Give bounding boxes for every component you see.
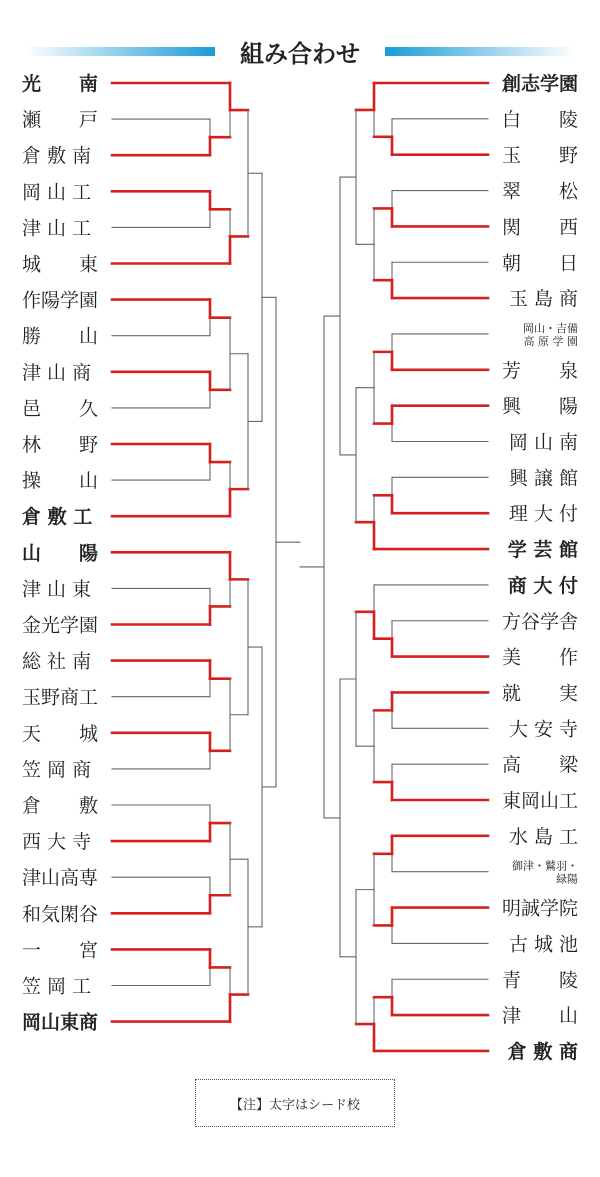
team-name: 芳 泉 — [501, 359, 578, 382]
team-name: 明誠学院 — [501, 897, 578, 920]
team-name: 作陽学園 — [22, 289, 99, 312]
team-name: 倉 敷 工 — [22, 506, 93, 529]
team-name: 天 城 — [22, 722, 99, 745]
team-name-line2: 高 原 学 園 — [523, 334, 578, 348]
team-name: 水 島 工 — [508, 825, 578, 848]
team-name: 一 宮 — [22, 939, 99, 962]
team-name: 邑 久 — [22, 397, 99, 420]
team-name: 翠 松 — [501, 180, 578, 203]
team-name: 笠 岡 商 — [22, 758, 92, 781]
team-name: 林 野 — [22, 434, 99, 456]
team-name: 理 大 付 — [508, 503, 578, 526]
team-name-line2: 緑陽 — [556, 872, 578, 886]
team-name: 岡山東商 — [22, 1011, 99, 1034]
team-name: 東岡山工 — [501, 790, 578, 812]
team-name: 学 芸 館 — [507, 539, 578, 562]
team-name: 操 山 — [22, 470, 99, 493]
title-bar-left — [25, 47, 215, 56]
team-name: 山 陽 — [22, 542, 99, 565]
team-name: 方谷学舎 — [501, 610, 578, 633]
team-name: 瀬 戸 — [22, 109, 99, 132]
team-name: 御津・鷲羽・ — [512, 859, 578, 873]
team-name: 青 陵 — [501, 969, 578, 992]
team-name: 笠 岡 工 — [22, 975, 92, 998]
team-name: 津 山 工 — [22, 217, 92, 240]
team-name: 創志学園 — [501, 73, 578, 95]
team-name: 倉 敷 商 — [507, 1040, 578, 1063]
team-name: 大 安 寺 — [508, 718, 578, 741]
bracket-lines — [112, 83, 488, 1051]
seed-note: 【注】太字はシード校 — [195, 1079, 395, 1127]
title-bar-right — [385, 47, 575, 56]
team-name: 津山高専 — [22, 867, 99, 890]
team-name: 金光学園 — [22, 614, 99, 637]
team-name: 玉 野 — [501, 144, 578, 167]
team-name: 商 大 付 — [507, 574, 578, 597]
team-name: 就 実 — [501, 682, 578, 705]
team-name: 高 梁 — [501, 754, 578, 777]
team-name: 関 西 — [501, 216, 578, 239]
team-name: 岡 山 南 — [508, 431, 578, 454]
page-title: 組み合わせ — [240, 40, 360, 68]
team-name: 岡山・吉備 — [523, 321, 578, 335]
team-name: 興 譲 館 — [508, 467, 578, 490]
team-name: 倉 敷 — [22, 795, 99, 817]
team-name: 白 陵 — [501, 108, 578, 131]
team-name: 城 東 — [22, 253, 99, 276]
team-name: 津 山 — [501, 1005, 578, 1028]
team-name: 総 社 南 — [22, 650, 92, 673]
team-name: 岡 山 工 — [22, 181, 92, 204]
team-name: 玉 島 商 — [508, 288, 578, 311]
team-name: 玉野商工 — [22, 686, 99, 709]
team-name: 津 山 東 — [22, 578, 92, 601]
team-name: 古 城 池 — [508, 933, 578, 956]
team-name: 光 南 — [22, 73, 99, 95]
team-name: 津 山 商 — [22, 361, 92, 384]
team-name: 朝 日 — [501, 252, 578, 275]
team-name: 美 作 — [501, 646, 578, 669]
team-name: 西 大 寺 — [22, 831, 92, 854]
team-name: 勝 山 — [22, 325, 99, 348]
team-name: 興 陽 — [501, 395, 578, 418]
team-name: 和気閑谷 — [22, 903, 99, 926]
team-name: 倉 敷 南 — [22, 145, 92, 168]
